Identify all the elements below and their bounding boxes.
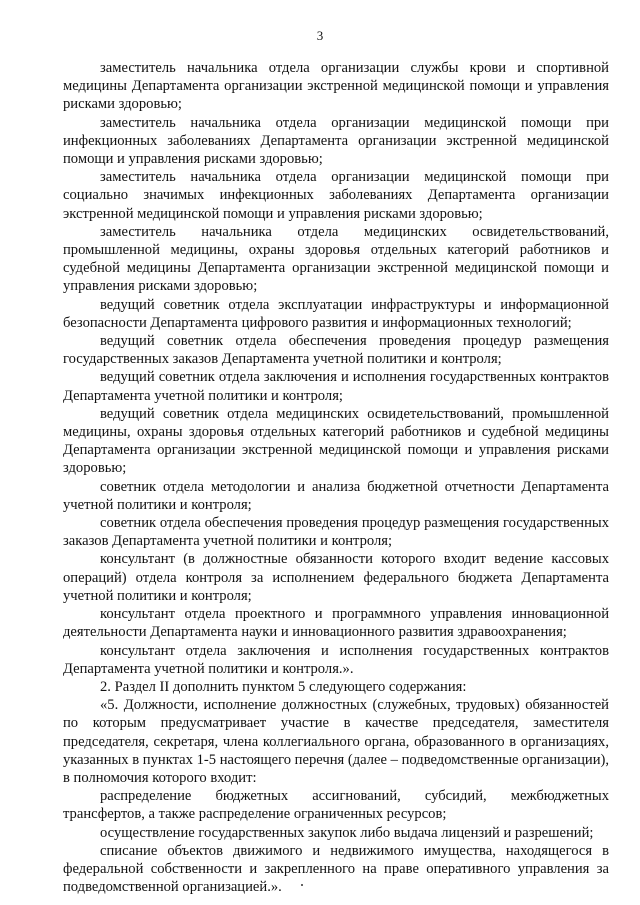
paragraph: ведущий советник отдела обеспечения проведения процедур размещения государственных заказов Департамента учетной политики и контроля; — [63, 333, 609, 368]
paragraph: списание объектов движимого и недвижимого имущества, находящегося в федеральной собственности и закрепленного на праве оперативного управления за подведомственной организацией.». — [63, 842, 609, 896]
page-number: 3 — [316, 28, 324, 43]
paragraph: заместитель начальника отдела организации службы крови и спортивной медицины Департамента организации экстренной медицинской помощи и управления рисками здоровью; — [63, 60, 609, 113]
paragraph: распределение бюджетных ассигнований, субсидий, межбюджетных трансфертов, а также распределение ограниченных ресурсов; — [63, 788, 609, 823]
paragraph: ведущий советник отдела эксплуатации инфраструктуры и информационной безопасности Департамента цифрового развития и информационных технологий; — [63, 296, 609, 331]
paragraph: заместитель начальника отдела организации медицинской помощи при социально значимых инфекционных заболеваниях Департамента организации экстренной медицинской помощи и управления рисками здоровью; — [63, 169, 609, 222]
paragraph: ведущий советник отдела заключения и исполнения государственных контрактов Департамента учетной политики и контроля; — [63, 369, 609, 404]
paragraph: советник отдела методологии и анализа бюджетной отчетности Департамента учетной политики и контроля; — [63, 478, 609, 513]
scan-mark — [301, 884, 303, 886]
paragraph: консультант (в должностные обязанности которого входит ведение кассовых операций) отдела контроля за исполнением федерального бюджета Департамента учетной политики и контроля; — [63, 551, 609, 604]
paragraph: «5. Должности, исполнение должностных (служебных, трудовых) обязанностей по которым предусматривает участие в качестве председателя, заместителя председателя, секретаря, члена коллегиального органа, образованного в организациях, указанных в пунктах 1-5 настоящего перечня (далее – подведомственные организации), в полномочия которого входит: — [63, 697, 610, 786]
paragraph: консультант отдела проектного и программного управления инновационной деятельности Департамента науки и инновационного развития здравоохранения; — [63, 606, 609, 641]
paragraph: советник отдела обеспечения проведения процедур размещения государственных заказов Департамента учетной политики и контроля; — [63, 515, 609, 550]
paragraph: заместитель начальника отдела медицинских освидетельствований, промышленной медицины, охраны здоровья отдельных категорий работников и судебной медицины Департамента организации экстренной медицинской помощи и управления рисками здоровью; — [63, 223, 609, 295]
paragraph: заместитель начальника отдела организации медицинской помощи при инфекционных заболеваниях Департамента организации экстренной медицинской помощи и управления рисками здоровью; — [63, 114, 609, 168]
paragraph: консультант отдела заключения и исполнения государственных контрактов Департамента учетной политики и контроля.». — [63, 642, 609, 677]
document-body — [63, 59, 609, 896]
paragraph: ведущий советник отдела медицинских освидетельствований, промышленной медицины, охраны здоровья отдельных категорий работников и судебной медицины Департамента организации экстренной медицинской помощи и управления рисками здоровью; — [63, 405, 609, 477]
paragraph: осуществление государственных закупок либо выдача лицензий и разрешений; — [100, 824, 594, 841]
section-amendment-heading: 2. Раздел II дополнить пунктом 5 следующего содержания: — [100, 678, 467, 695]
